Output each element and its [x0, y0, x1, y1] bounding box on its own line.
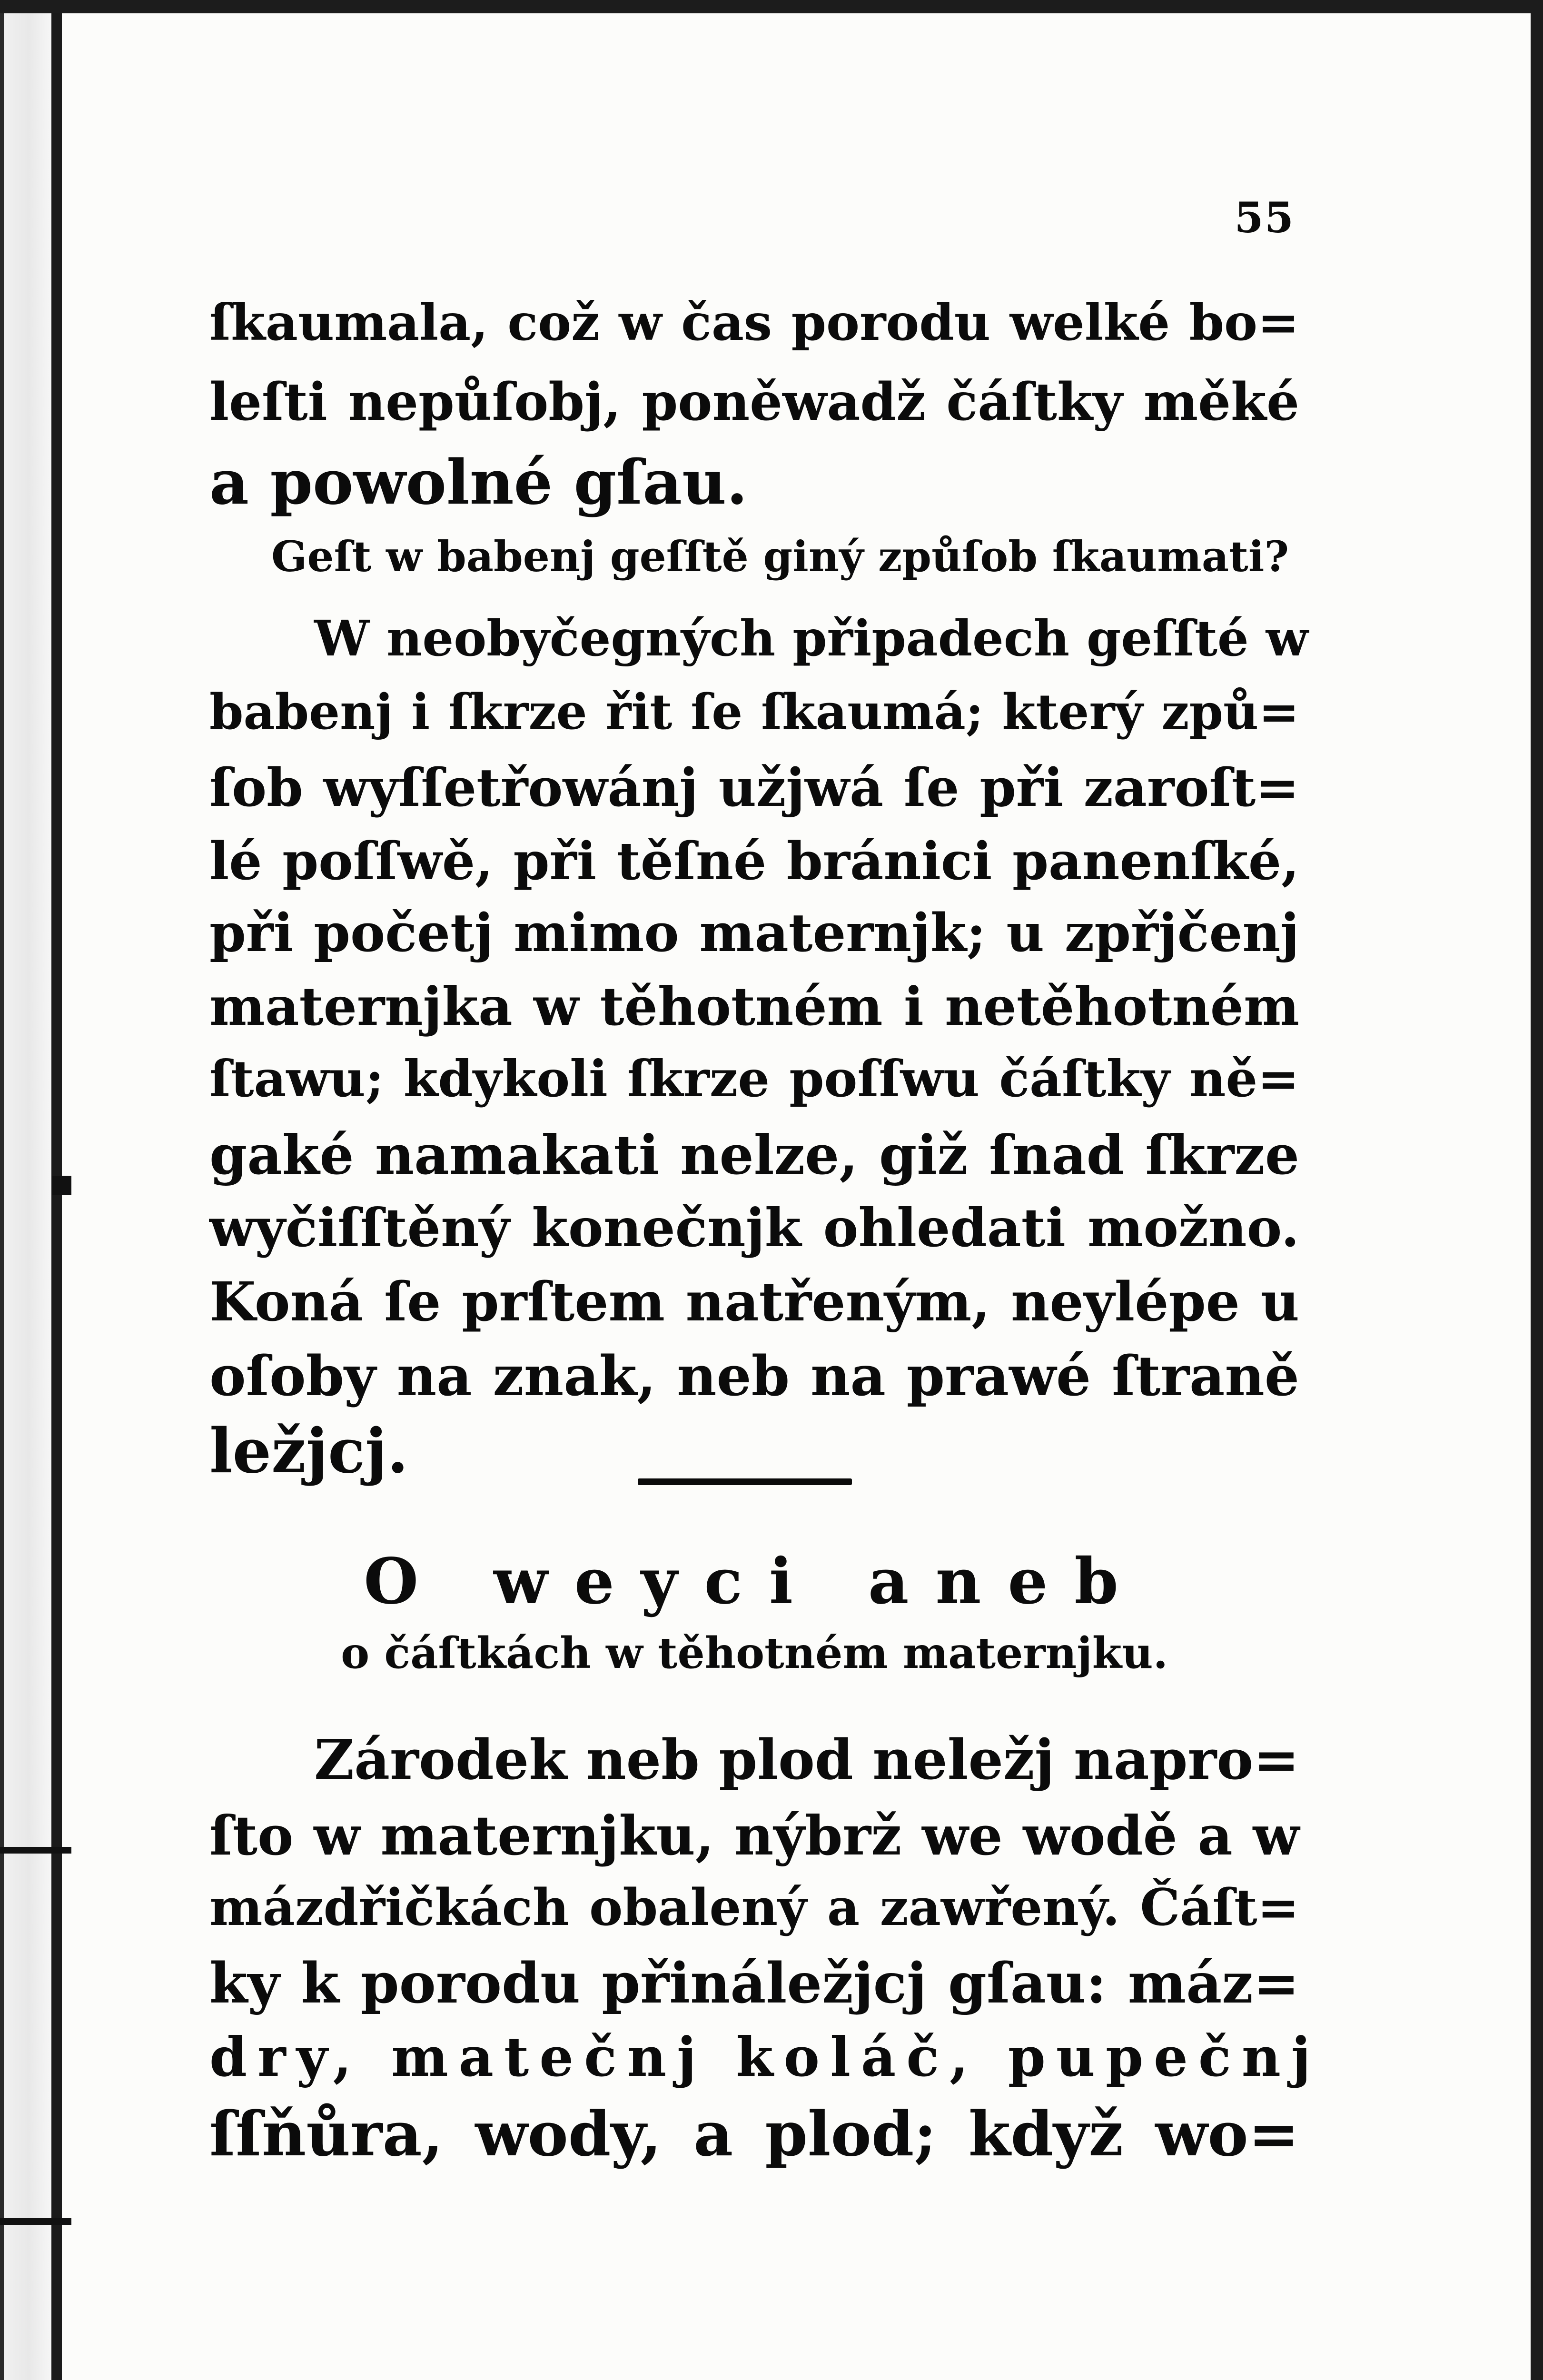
spine-mark-lower — [0, 2218, 71, 2225]
page-number: 55 — [1234, 193, 1295, 242]
text-line: ſob wyſſetřowánj užjwá ſe při zaroſt= — [209, 757, 1299, 818]
text-line: Zárodek neb plod neležj napro= — [314, 1728, 1299, 1792]
spine-mark-upper — [0, 1847, 71, 1854]
scan-edge-top — [0, 0, 1543, 13]
text-line: gaké namakati nelze, giž ſnad ſkrze — [209, 1123, 1299, 1187]
text-line: babenj i ſkrze řit ſe ſkaumá; který způ= — [209, 684, 1299, 741]
text-line: leſti nepůſobj, poněwadž čáſtky měké — [209, 371, 1299, 432]
scan-edge-left — [0, 0, 4, 2380]
text-line: wyčiſſtěný konečnjk ohledati možno. — [209, 1197, 1299, 1259]
section-subheading: o čáſtkách w těhotném maternjku. — [341, 1628, 1168, 1678]
text-line: ky k porodu přináležjcj gſau: máz= — [209, 1951, 1299, 2016]
text-line: ſtawu; kdykoli ſkrze poſſwu čáſtky ně= — [209, 1050, 1299, 1108]
section-divider-rule — [638, 1478, 852, 1485]
text-line: ſto w maternjku, nýbrž we wodě a w — [209, 1804, 1299, 1867]
spine-mark-small — [52, 1176, 71, 1195]
text-line: ſkaumala, což w čas porodu welké bo= — [209, 293, 1299, 352]
text-line: lé poſſwě, při těſné bránici panenſké, — [209, 831, 1299, 892]
text-line: W neobyčegných připadech geſſté w — [314, 610, 1308, 667]
text-line: maternjka w těhotném i netěhotném — [209, 976, 1299, 1038]
page-gutter-shadow — [0, 0, 57, 2380]
scan-edge-right — [1531, 0, 1543, 2380]
text-line: oſoby na znak, neb na prawé ſtraně — [209, 1344, 1299, 1408]
text-line: při početj mimo maternjk; u zpřjčenj — [209, 902, 1299, 963]
text-line: Koná ſe prſtem natřeným, neylépe u — [209, 1271, 1299, 1333]
text-line: a powolné gſau. — [209, 447, 748, 518]
text-line: ležjcj. — [209, 1416, 408, 1487]
text-line: mázdřičkách obalený a zawřený. Čáſt= — [209, 1878, 1299, 1937]
text-line: dry, matečnj koláč, pupečnj — [209, 2025, 1321, 2089]
section-heading: O weyci aneb — [364, 1545, 1145, 1618]
question-text: Geſt w babenj geſſtě giný způſob ſkaumati? — [271, 532, 1289, 581]
text-line: ſſňůra, wody, a plod; když wo= — [209, 2099, 1299, 2170]
